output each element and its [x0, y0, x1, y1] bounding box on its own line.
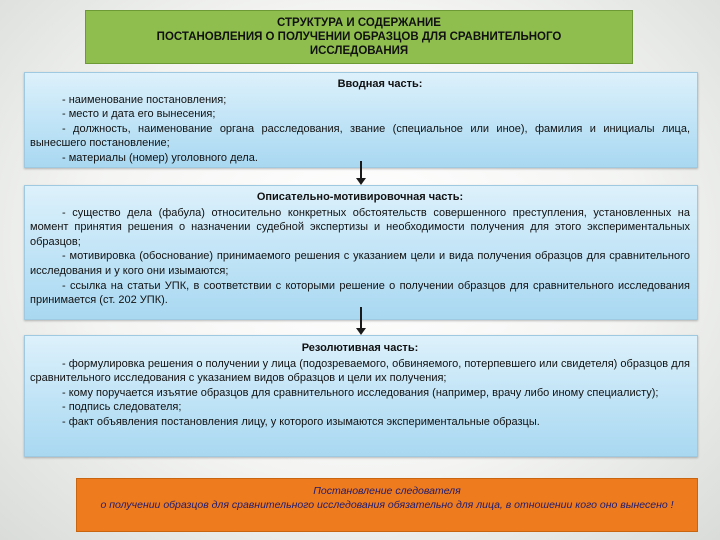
section-resolutive	[24, 335, 698, 457]
title-banner	[85, 10, 633, 64]
down-arrow-icon	[360, 307, 362, 329]
section-descriptive	[24, 185, 698, 320]
section-heading: Резолютивная часть:	[301, 342, 419, 354]
footer-note	[76, 478, 698, 532]
title-line-3: ИССЛЕДОВАНИЯ	[309, 45, 409, 57]
section-item: - наименование постановления;	[62, 93, 227, 106]
footer-line-2: о получении образцов для сравнительного исследования обязательно для лица, в отношении кого оно вынесено !	[100, 499, 674, 511]
section-item: - мотивировка (обоснование) принимаемого решения с указанием цели и вида получения образцов для сравнительного исследования и у кого они изымаются;	[30, 250, 690, 277]
section-item: - ссылка на статьи УПК, в соответствии с которыми решение о получении образцов для сравнительного исследования принимается (ст. 202 УПК).	[30, 279, 690, 307]
section-item: - подпись следователя;	[62, 401, 182, 414]
section-item: - кому поручается изъятие образцов для сравнительного исследования (например, врачу либо иному специалисту);	[62, 386, 659, 399]
section-introductory	[24, 72, 698, 168]
section-item: - место и дата его вынесения;	[62, 108, 216, 121]
section-item: - материалы (номер) уголовного дела.	[62, 151, 258, 164]
section-item: - должность, наименование органа расследования, звание (специальное или иное), фамилия и инициалы лица, вынесшего постановление;	[30, 122, 690, 150]
down-arrow-icon	[360, 161, 362, 179]
section-item: - формулировка решения о получении у лица (подозреваемого, обвиняемого, потерпевшего или свидетеля) образцов для сравнительного исследования с указанием видов образцов и цели их получения;	[30, 357, 690, 385]
title-line-2: ПОСТАНОВЛЕНИЯ О ПОЛУЧЕНИИ ОБРАЗЦОВ ДЛЯ СРАВНИТЕЛЬНОГО	[156, 31, 562, 43]
footer-line-1: Постановление следователя	[313, 485, 461, 497]
section-heading: Вводная часть:	[337, 78, 423, 90]
section-item: - существо дела (фабула) относительно конкретных обстоятельств совершенного преступления, установленных на момент принятия решения о назначении судебной экспертизы и необходимости получения для этого экспериментальных образцов;	[30, 206, 690, 248]
title-line-1: СТРУКТУРА И СОДЕРЖАНИЕ	[277, 17, 441, 29]
section-item: - факт объявления постановления лицу, у которого изымаются экспериментальные образцы.	[62, 415, 540, 428]
section-heading: Описательно-мотивировочная часть:	[256, 191, 464, 203]
